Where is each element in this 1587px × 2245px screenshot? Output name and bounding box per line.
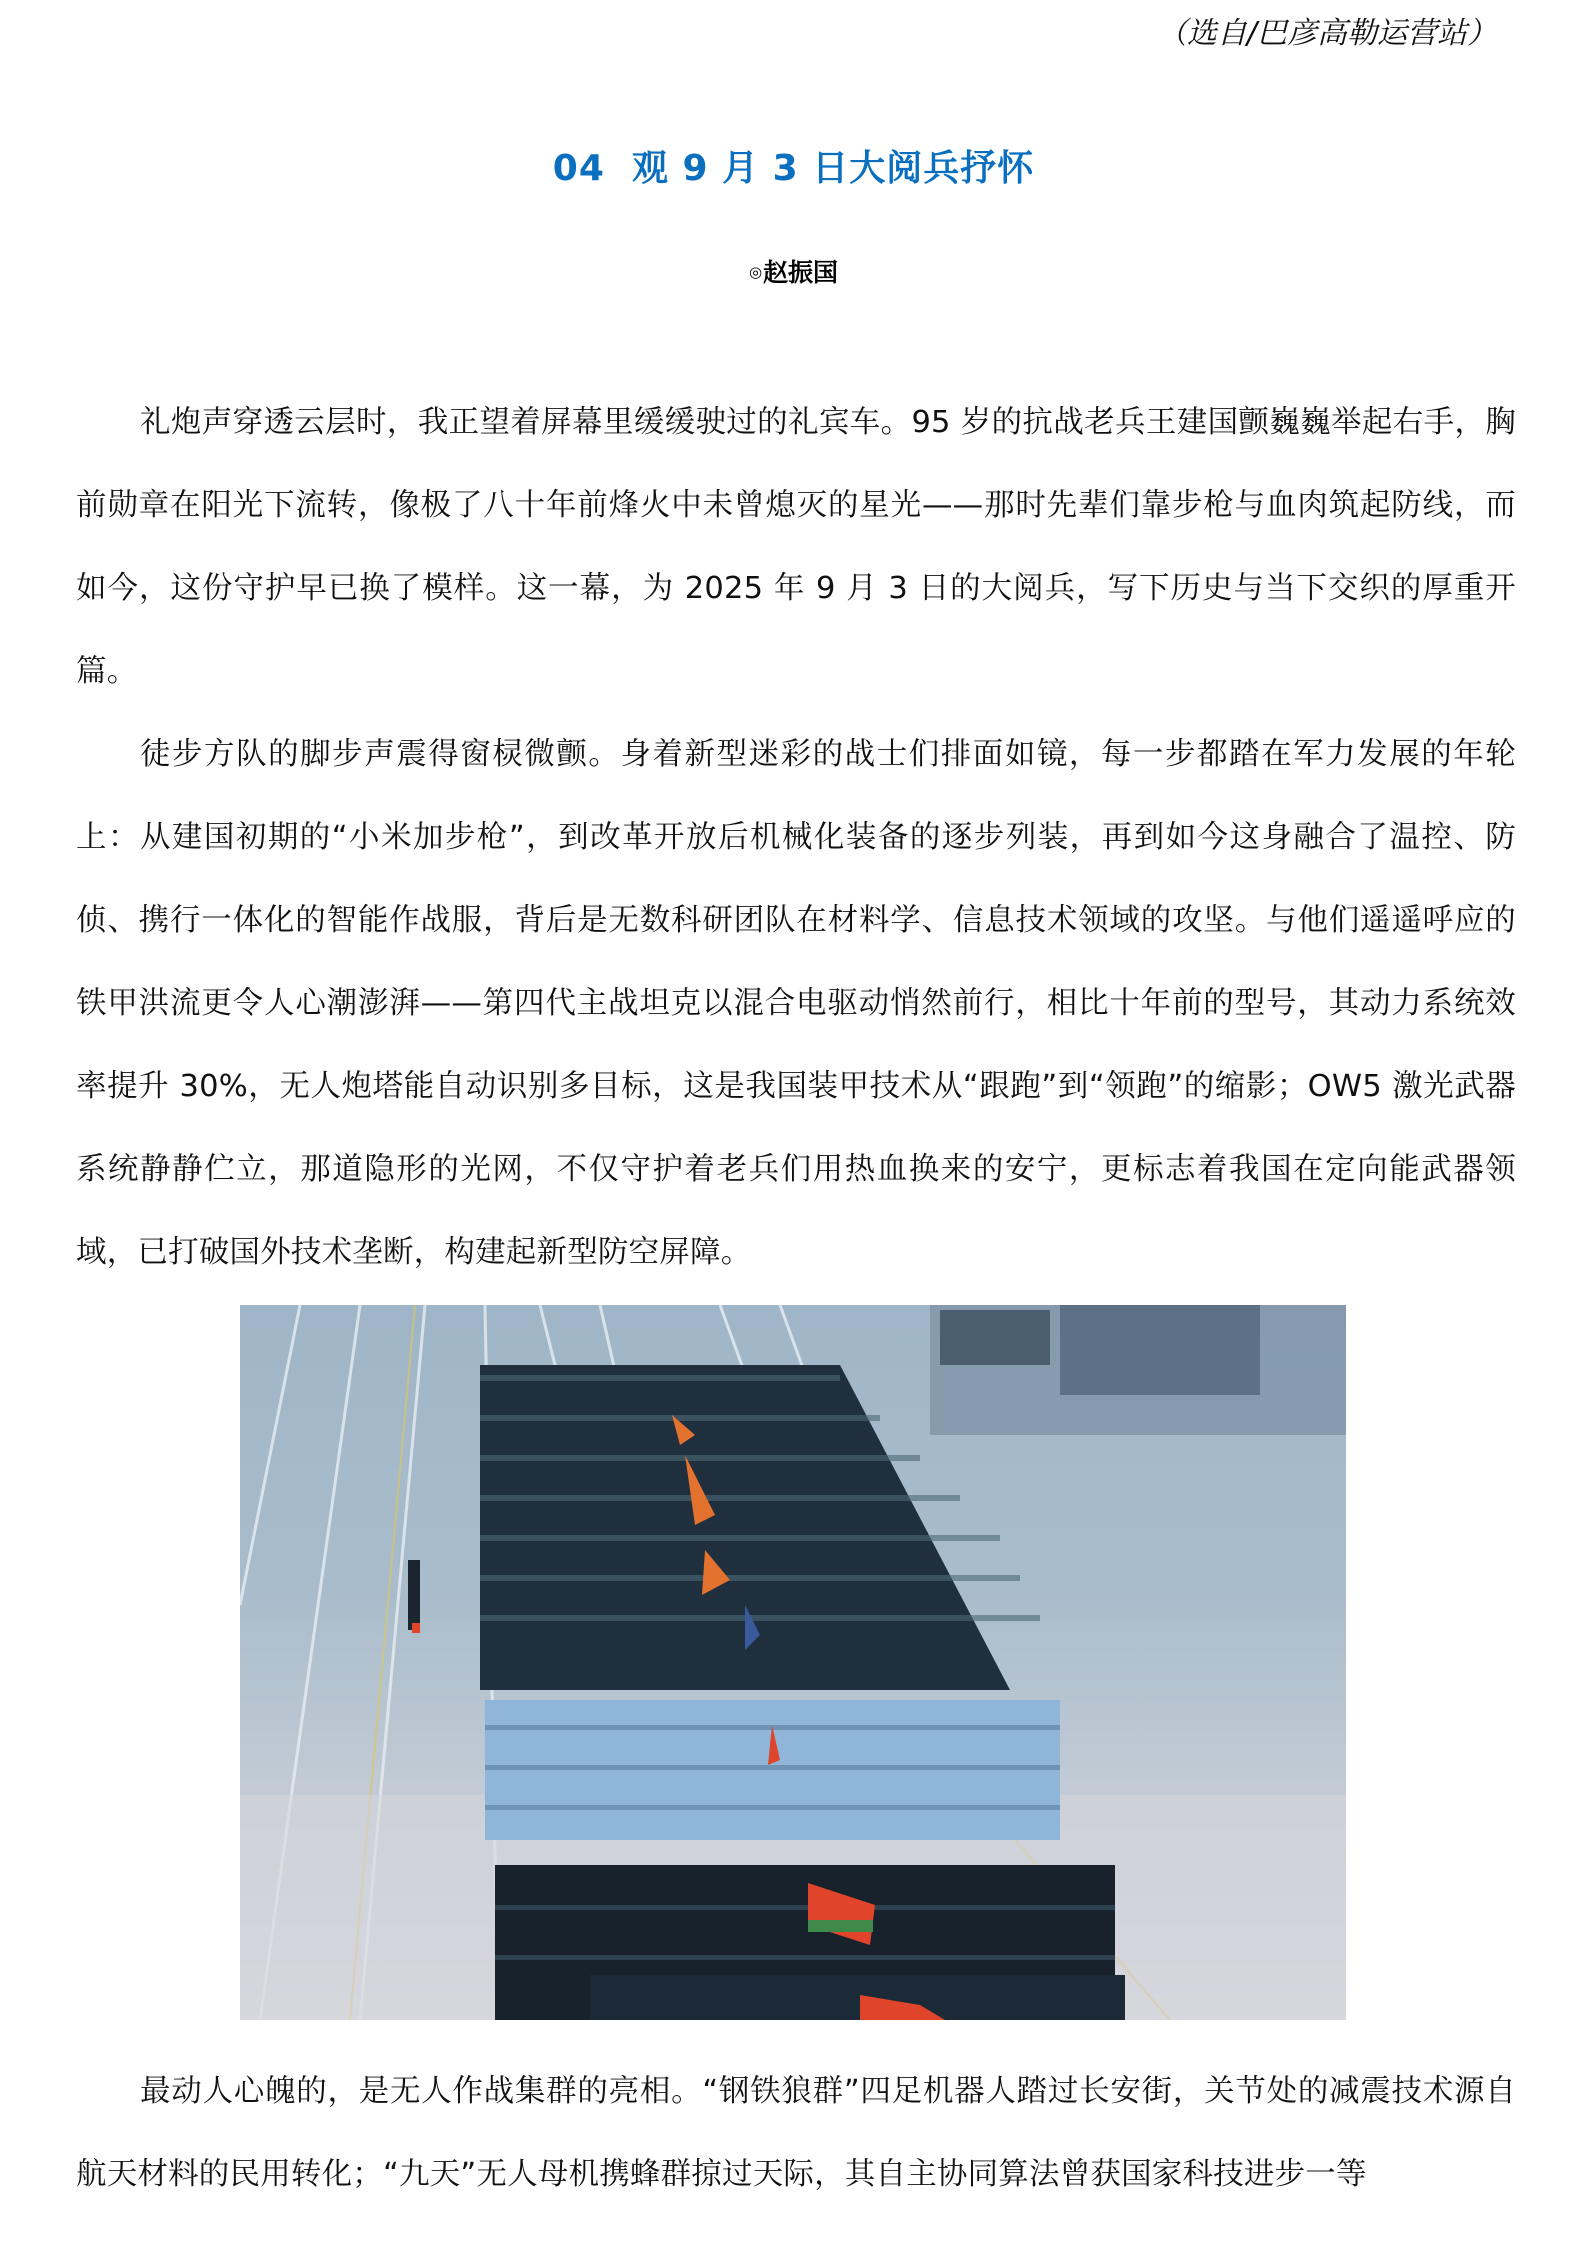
paragraph-2: 徒步方队的脚步声震得窗棂微颤。身着新型迷彩的战士们排面如镜，每一步都踏在军力发展的年轮上：从建国初期的“小米加步枪”，到改革开放后机械化装备的逐步列装，再到如今这身融合了温控、防侦、携行一体化的智能作战服，背后是无数科研团队在材料学、信息技术领域的攻坚。与他们遥遥呼应的铁甲洪流更令人心潮澎湃——第四代主战坦克以混合电驱动悄然前行，相比十年前的型号，其动力系统效率提升 30%，无人炮塔能自动识别多目标，这是我国装甲技术从“跟跑”到“领跑”的缩影；OW5 激光武器系统静静伫立，那道隐形的光网，不仅守护着老兵们用热血换来的安宁，更标志着我国在定向能武器领域，已打破国外技术垄断，构建起新型防空屏障。 (76, 737, 1516, 1270)
parade-photo-illustration (240, 1305, 1346, 2020)
byline-mark: ◎ (748, 263, 763, 281)
author-name: 赵振国 (763, 258, 839, 287)
source-note: （选自/巴彦高勒运营站） (1156, 16, 1497, 51)
paragraph-3: 最动人心魄的，是无人作战集群的亮相。“钢铁狼群”四足机器人踏过长安街，关节处的减震技术源自航天材料的民用转化；“九天”无人母机携蜂群掠过天际，其自主协同算法曾获国家科技进步一等 (76, 2074, 1516, 2192)
article-title: 04 观 9 月 3 日大阅兵抒怀 (552, 148, 1035, 189)
parade-photo (240, 1305, 1346, 2020)
byline (0, 253, 1587, 289)
paragraph-1: 礼炮声穿透云层时，我正望着屏幕里缓缓驶过的礼宾车。95 岁的抗战老兵王建国颤巍巍举起右手，胸前勋章在阳光下流转，像极了八十年前烽火中未曾熄灭的星光——那时先辈们靠步枪与血肉筑起防线，而如今，这份守护早已换了模样。这一幕，为 2025 年 9 月 3 日的大阅兵，写下历史与当下交织的厚重开篇。 (76, 405, 1516, 689)
